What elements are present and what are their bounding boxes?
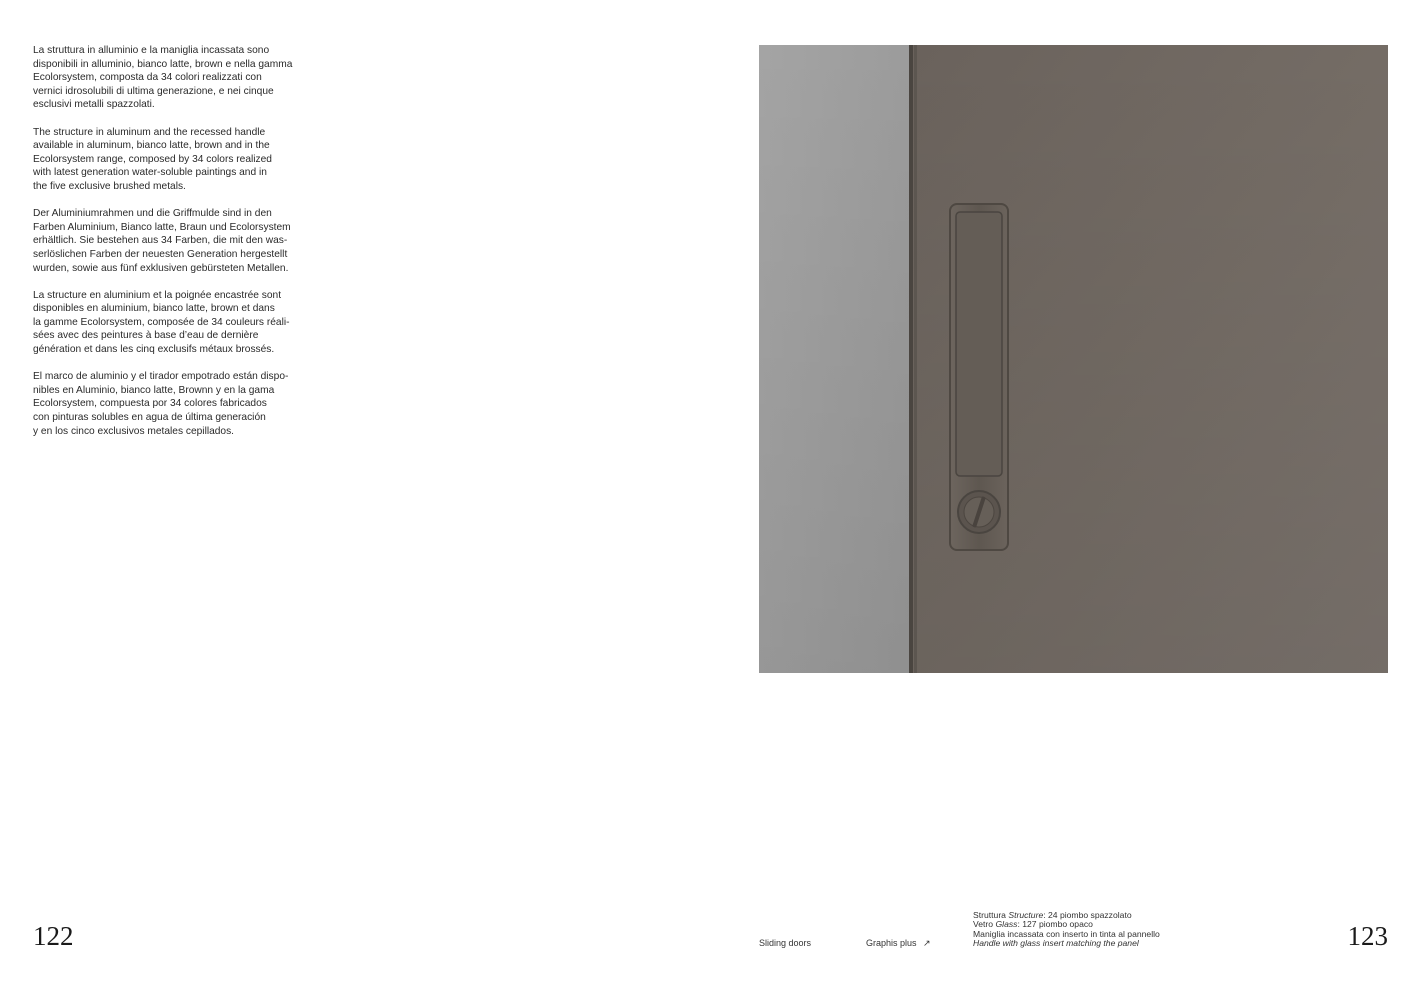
collection-link[interactable] xyxy=(866,937,931,949)
door-frame-edge xyxy=(909,45,913,673)
product-caption xyxy=(973,911,1160,949)
page-number-right: 123 xyxy=(1347,921,1388,951)
caption-handle-it: Maniglia incassata con inserto in tinta al pannello xyxy=(973,928,1160,939)
caption-structure: Struttura Structure: 24 piombo spazzolato xyxy=(973,910,1132,920)
paragraph-italian: La struttura in alluminio e la maniglia incassata sono disponibili in alluminio, bianco latte, brown e nella gamma Ecolorsystem, composta da 34 colori realizzati con vernici idrosolubili di ultima generazione, e nei cinque esclusivi metalli spazzolati. xyxy=(33,45,293,111)
door-handle-photo xyxy=(759,45,1388,673)
collection-label: Graphis plus xyxy=(866,938,917,948)
section-label: Sliding doors xyxy=(759,938,812,948)
caption-glass: Vetro Glass: 127 piombo opaco xyxy=(973,919,1093,930)
handle-grip-recess xyxy=(956,212,1002,476)
paragraph-spanish: El marco de aluminio y el tirador empotrado están dispo- nibles en Aluminio, bianco latte, Brownn y en la gama Ecolorsystem, compuesta por 34 colores fabricados con pinturas solubles en agua de última generación y en los cinco exclusivos metales cepillados. xyxy=(33,371,289,437)
page-number-left: 122 xyxy=(33,921,74,951)
caption-handle-en: Handle with glass insert matching the panel xyxy=(973,938,1139,949)
description-text xyxy=(33,44,295,452)
arrow-up-right-icon: ↗ xyxy=(923,938,931,948)
paragraph-german: Der Aluminiumrahmen und die Griffmulde sind in den Farben Aluminium, Bianco latte, Braun und Ecolorsystem erhältlich. Sie bestehen aus 34 Farben, die mit den was- serlöslichen Farben der neuesten Generation hergestellt wurden, sowie aus fünf exklusiven gebürsteten Metallen. xyxy=(33,208,291,274)
paragraph-english: The structure in aluminum and the recessed handle available in aluminum, bianco latte, brown and in the Ecolorsystem range, composed by 34 colors realized with latest generation water-soluble paintings and in the five exclusive brushed metals. xyxy=(33,126,272,192)
paragraph-french: La structure en aluminium et la poignée encastrée sont disponibles en aluminium, bianco latte, brown et dans la gamme Ecolorsystem, composée de 34 couleurs réali- sées avec des peintures à base d’eau de dernière génération et dans les cinq exclusifs métaux brossés. xyxy=(33,289,290,356)
